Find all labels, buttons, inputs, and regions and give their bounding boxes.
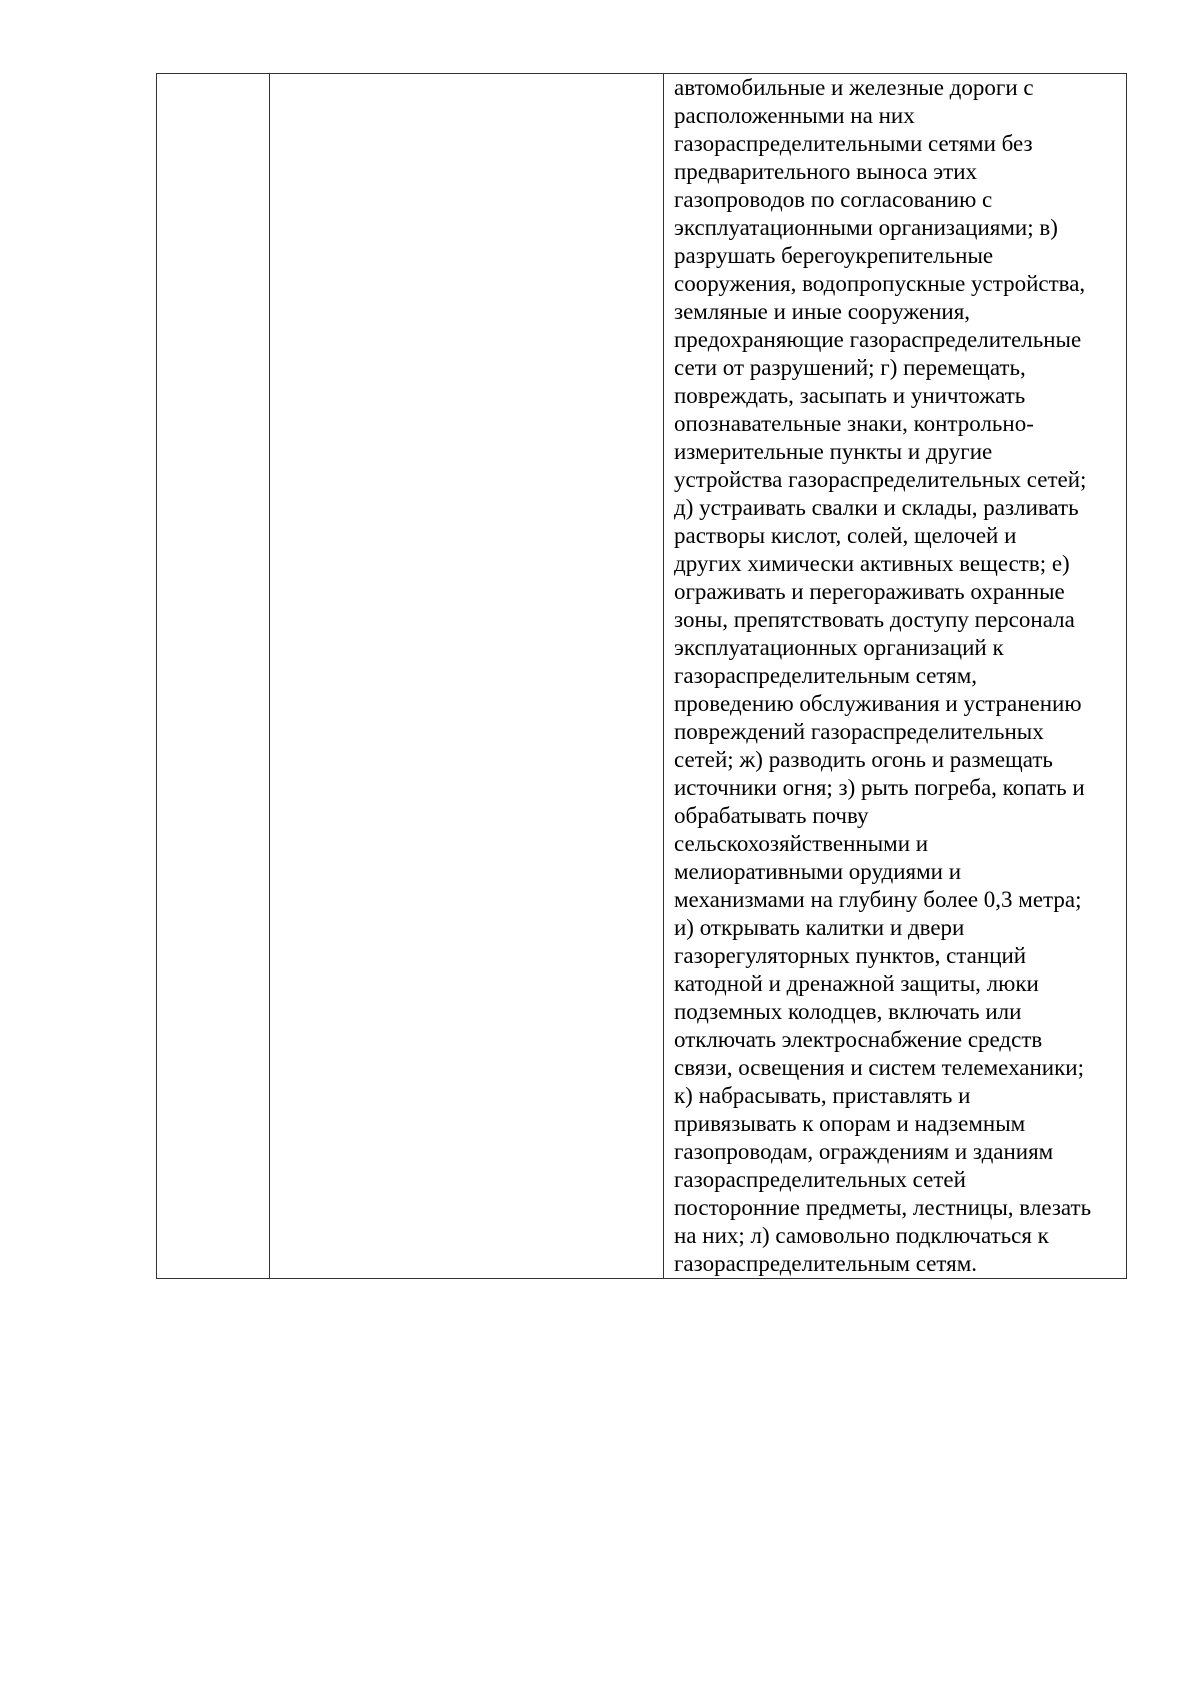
table-cell-restrictions: автомобильные и железные дороги с расположенными на них газораспределительными сетями без предварительного выноса этих газопроводов по согласованию с эксплуатационными организациями; в) разрушать берегоукрепительные сооружения, водопропускные устройства, земляные и иные сооружения, предохраняющие газораспределительные сети от разрушений; г) перемещать, повреждать, засыпать и уничтожать опознавательные знаки, контрольно- измерительные пункты и другие устройства газораспределительных сетей; д) устраивать свалки и склады, разливать растворы кислот, солей, щелочей и других химически активных веществ; е) ограживать и перегораживать охранные зоны, препятствовать доступу персонала эксплуатационных организаций к газораспределительным сетям, проведению обслуживания и устранению повреждений газораспределительных сетей; ж) разводить огонь и размещать источники огня; з) рыть погреба, копать и обрабатывать почву сельскохозяйственными и мелиоративными орудиями и механизмами на глубину более 0,3 метра; и) открывать калитки и двери газорегуляторных пунктов, станций катодной и дренажной защиты, люки подземных колодцев, включать или отключать электроснабжение средств связи, освещения и систем телемеханики; к) набрасывать, приставлять и привязывать к опорам и надземным газопроводам, ограждениям и зданиям газораспределительных сетей посторонние предметы, лестницы, влезать на них; л) самовольно подключаться к газораспределительным сетям. [664,74,1127,1279]
document-table [156,73,1127,1279]
table-row [157,74,1127,1279]
table-cell-number [157,74,270,1279]
table-cell-name [270,74,664,1279]
